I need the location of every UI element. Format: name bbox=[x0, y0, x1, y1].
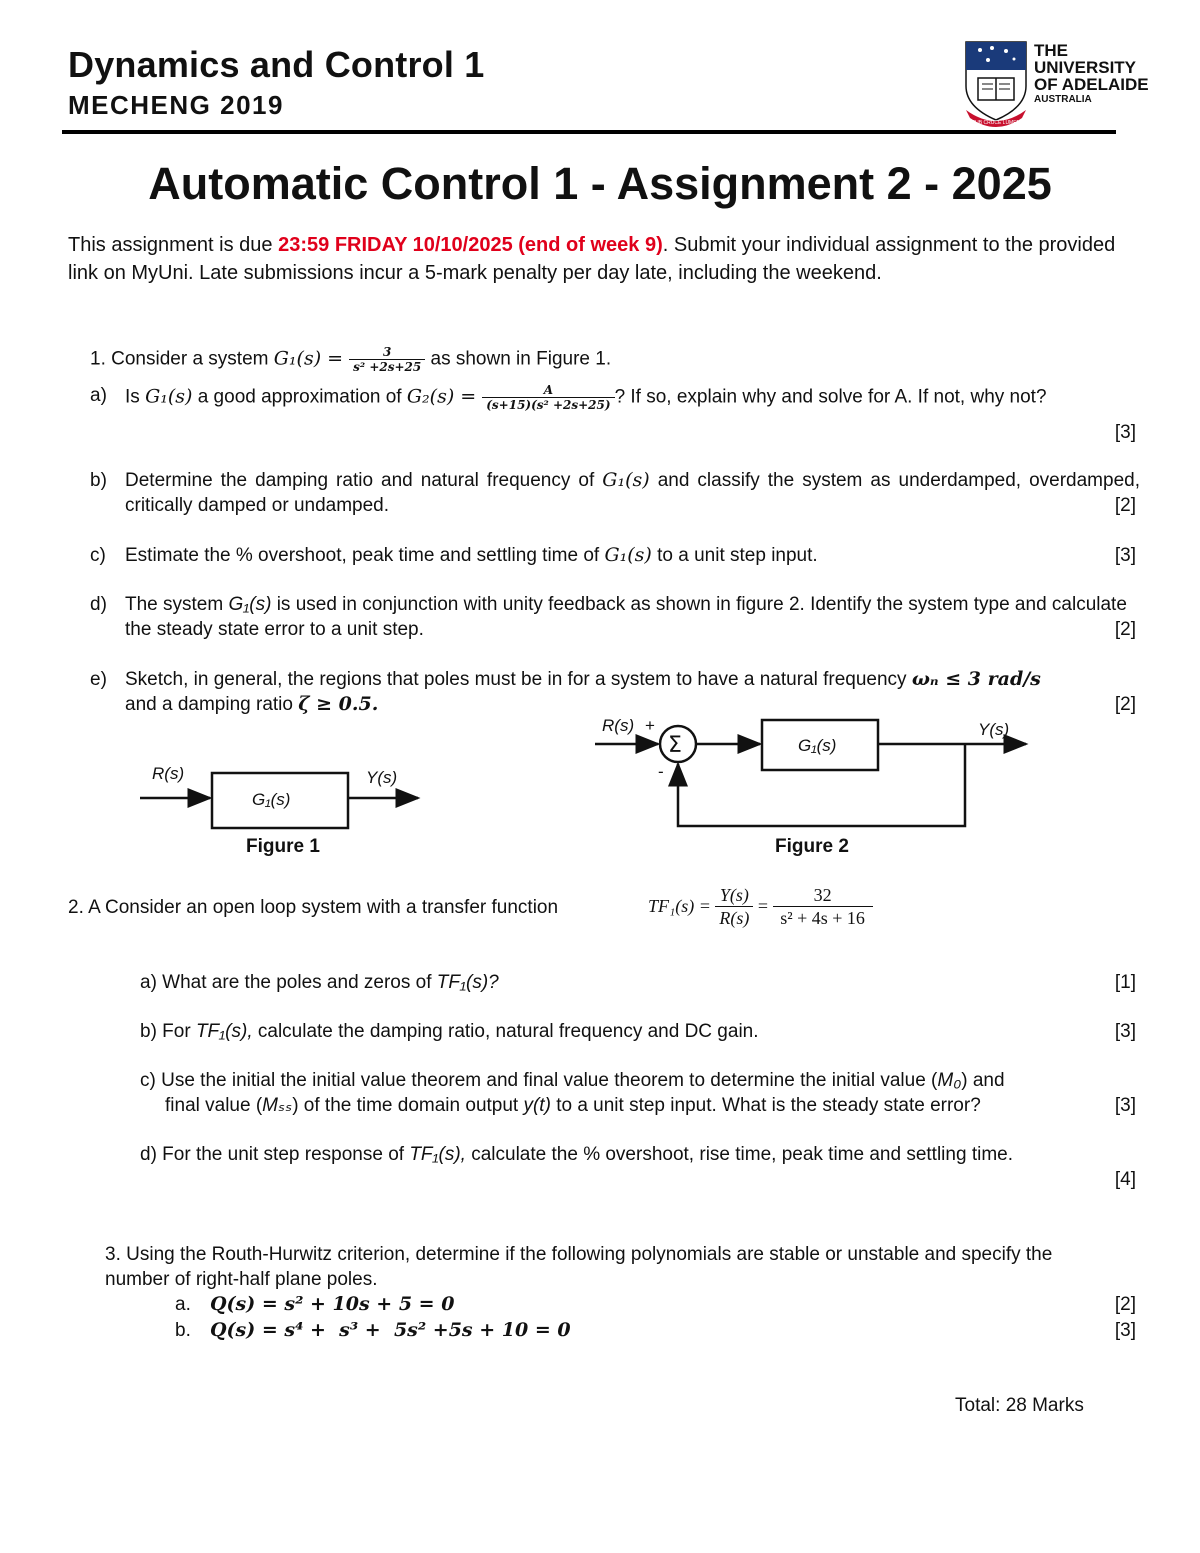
q2-tf-eq: = bbox=[757, 896, 769, 916]
q1a-g2-fraction bbox=[482, 383, 614, 412]
q2c-yt: y(t) bbox=[523, 1095, 551, 1116]
q2d-pre: d) For the unit step response of bbox=[140, 1144, 410, 1165]
total-marks: Total: 28 Marks bbox=[955, 1395, 1084, 1416]
q1e-wn: ωₙ ≤ 3 rad/s bbox=[911, 668, 1041, 690]
figure1-input-label: R(s) bbox=[152, 764, 185, 783]
assignment-title: Automatic Control 1 - Assignment 2 - 2025 bbox=[148, 158, 1052, 209]
q2c-line2-pre: final value ( bbox=[165, 1095, 263, 1116]
q1b-label: b) bbox=[90, 470, 107, 491]
figure2-minus-sign: - bbox=[658, 762, 664, 781]
figure2-sigma: Σ bbox=[668, 733, 682, 758]
q1d-label: d) bbox=[90, 594, 107, 615]
q1c-marks: [3] bbox=[1114, 545, 1136, 566]
q2-tf-den2: s² + 4s + 16 bbox=[773, 906, 873, 929]
q2-stem: 2. A Consider an open loop system with a transfer function bbox=[68, 897, 559, 918]
q1b-text bbox=[125, 468, 1140, 518]
q1d-text bbox=[125, 592, 1140, 642]
q2-tf-den1: R(s) bbox=[715, 906, 753, 929]
q1e-zeta: ζ ≥ 0.5. bbox=[298, 693, 379, 715]
q3a-label: a. bbox=[175, 1294, 191, 1315]
q1d-g1: G₁(s) bbox=[228, 594, 272, 615]
q2b-marks: [3] bbox=[1114, 1021, 1136, 1042]
course-code: MECHENG 2019 bbox=[68, 90, 284, 120]
q1e-line2 bbox=[125, 692, 378, 717]
figure2-plus-sign: + bbox=[645, 716, 655, 735]
figure2-input-label: R(s) bbox=[602, 716, 635, 735]
q2d-marks: [4] bbox=[1114, 1169, 1136, 1190]
q2c-mss: Mₛₛ bbox=[262, 1095, 293, 1116]
q2c-line2 bbox=[165, 1093, 981, 1118]
q1a-g1: G₁(s) bbox=[145, 385, 193, 408]
q1d-pre: The system bbox=[125, 594, 229, 615]
q1a-mid: a good approximation of bbox=[192, 386, 407, 408]
q2d-post: calculate the % overshoot, rise time, peak time and settling time. bbox=[465, 1144, 1013, 1165]
q1a-g2: G₂(s) = bbox=[406, 385, 483, 408]
figure1-output-label: Y(s) bbox=[366, 768, 398, 787]
q1-g1-fraction bbox=[349, 345, 425, 374]
q2-tf-lhs: TF₁(s) = bbox=[648, 896, 711, 916]
q1a-pre: Is bbox=[125, 386, 146, 408]
q3b-marks: [3] bbox=[1114, 1320, 1136, 1341]
q1e-mid: and a damping ratio bbox=[125, 694, 299, 715]
q1-stem-pre: 1. Consider a system bbox=[90, 348, 274, 370]
q1e-marks: [2] bbox=[1114, 694, 1136, 715]
q1c-g1: G₁(s) bbox=[604, 544, 652, 566]
q1c-label: c) bbox=[90, 545, 106, 566]
q1b-marks: [2] bbox=[1114, 495, 1136, 516]
q1a-marks: [3] bbox=[1114, 422, 1136, 443]
q1d-post: is used in conjunction with unity feedback as shown in figure 2. Identify the system type and calculate the steady state error to a unit step. bbox=[125, 594, 1127, 640]
q1a-post: ? If so, explain why and solve for A. If not, why not? bbox=[614, 386, 1047, 408]
q2a-text bbox=[140, 970, 499, 995]
q2a-tf: TF₁(s)? bbox=[436, 972, 499, 993]
q2-tf-frac1 bbox=[715, 884, 753, 929]
q2b-text bbox=[140, 1019, 759, 1044]
q1c-post: to a unit step input. bbox=[651, 545, 818, 566]
q3a-marks: [2] bbox=[1114, 1294, 1136, 1315]
q1e-line1 bbox=[125, 667, 1145, 692]
logo-motto: SUB CRUCE LUMEN bbox=[971, 120, 1021, 126]
q2-tf-num2: 32 bbox=[813, 885, 832, 905]
logo-line2: OF ADELAIDE bbox=[1034, 75, 1149, 94]
q1-g1: G₁(s) = bbox=[273, 347, 350, 370]
q1-g1-num: 3 bbox=[383, 345, 392, 359]
q1e-label: e) bbox=[90, 669, 107, 690]
q2a-pre: a) What are the poles and zeros of bbox=[140, 972, 437, 993]
intro-before: This assignment is due bbox=[68, 234, 279, 256]
due-date: 23:59 FRIDAY 10/10/2025 (end of week 9) bbox=[278, 234, 663, 256]
university-logo bbox=[962, 40, 1172, 135]
logo-line3: AUSTRALIA bbox=[1034, 94, 1092, 105]
q2a-marks: [1] bbox=[1114, 972, 1136, 993]
q2c-mid: ) and bbox=[961, 1070, 1005, 1091]
figure1-caption: Figure 1 bbox=[246, 836, 320, 857]
course-title: Dynamics and Control 1 bbox=[68, 44, 485, 85]
q2-transfer-function bbox=[648, 884, 873, 929]
q1a-g2-num: A bbox=[543, 383, 554, 397]
q3-stem: 3. Using the Routh-Hurwitz criterion, determine if the following polynomials are stable or unstable and specify the number of right-half plane poles. bbox=[105, 1244, 1053, 1290]
q1a-g2-den: (s+15)(s² +2s+25) bbox=[482, 397, 614, 412]
q1e-pre: Sketch, in general, the regions that poles must be in for a system to have a natural frequency bbox=[125, 669, 912, 690]
q1d-marks: [2] bbox=[1114, 619, 1136, 640]
header-rule bbox=[62, 130, 1116, 134]
q2-tf-frac2 bbox=[773, 884, 873, 929]
q3b-poly: Q(s) = s⁴ + s³ + 5s² +5s + 10 = 0 bbox=[210, 1319, 571, 1341]
q2b-tf: TF₁(s), bbox=[195, 1021, 253, 1042]
q3a-poly: Q(s) = s² + 10s + 5 = 0 bbox=[210, 1293, 455, 1315]
q1c-pre: Estimate the % overshoot, peak time and settling time of bbox=[125, 545, 605, 566]
q1a-label: a) bbox=[90, 385, 107, 406]
university-crest-icon bbox=[962, 40, 1030, 128]
q1b-pre: Determine the damping ratio and natural frequency of bbox=[125, 470, 603, 491]
q1c-text bbox=[125, 543, 1085, 568]
q2c-marks: [3] bbox=[1114, 1095, 1136, 1116]
figure2-block-label: G₁(s) bbox=[798, 736, 837, 755]
figure1-block-label: G₁(s) bbox=[252, 790, 291, 809]
q2-tf-num1: Y(s) bbox=[719, 885, 749, 905]
q1-stem-post: as shown in Figure 1. bbox=[425, 348, 612, 370]
figure2-output-label: Y(s) bbox=[978, 720, 1010, 739]
q1b-g1: G₁(s) bbox=[602, 469, 650, 491]
q2b-pre: b) For bbox=[140, 1021, 196, 1042]
intro-paragraph bbox=[68, 231, 1138, 287]
intro-after: . Submit your individual assignment to the provided link on MyUni. Late submissions incur a 5-mark penalty per day late, including the weekend. bbox=[68, 234, 1116, 284]
q1-g1-den: s² +2s+25 bbox=[349, 359, 425, 374]
q1b-post: and classify the system as underdamped, overdamped, critically damped or undamped. bbox=[125, 470, 1140, 516]
q2c-line2-post: to a unit step input. What is the steady state error? bbox=[550, 1095, 981, 1116]
q2c-line2-mid: ) of the time domain output bbox=[292, 1095, 524, 1116]
q1-stem bbox=[90, 345, 611, 374]
q1a-text bbox=[125, 383, 1145, 412]
q2d-text bbox=[140, 1142, 1140, 1167]
logo-line1: THE UNIVERSITY bbox=[1034, 41, 1137, 77]
figure2-caption: Figure 2 bbox=[775, 836, 849, 857]
q3b-label: b. bbox=[175, 1320, 191, 1341]
q2d-tf: TF₁(s), bbox=[409, 1144, 466, 1165]
university-name bbox=[1034, 42, 1172, 106]
q2c-line1 bbox=[140, 1068, 1140, 1093]
q2c-m0: M₀ bbox=[937, 1070, 962, 1091]
q2b-post: calculate the damping ratio, natural frequency and DC gain. bbox=[252, 1021, 759, 1042]
q2c-pre: c) Use the initial the initial value theorem and final value theorem to determine the initial value ( bbox=[140, 1070, 938, 1091]
